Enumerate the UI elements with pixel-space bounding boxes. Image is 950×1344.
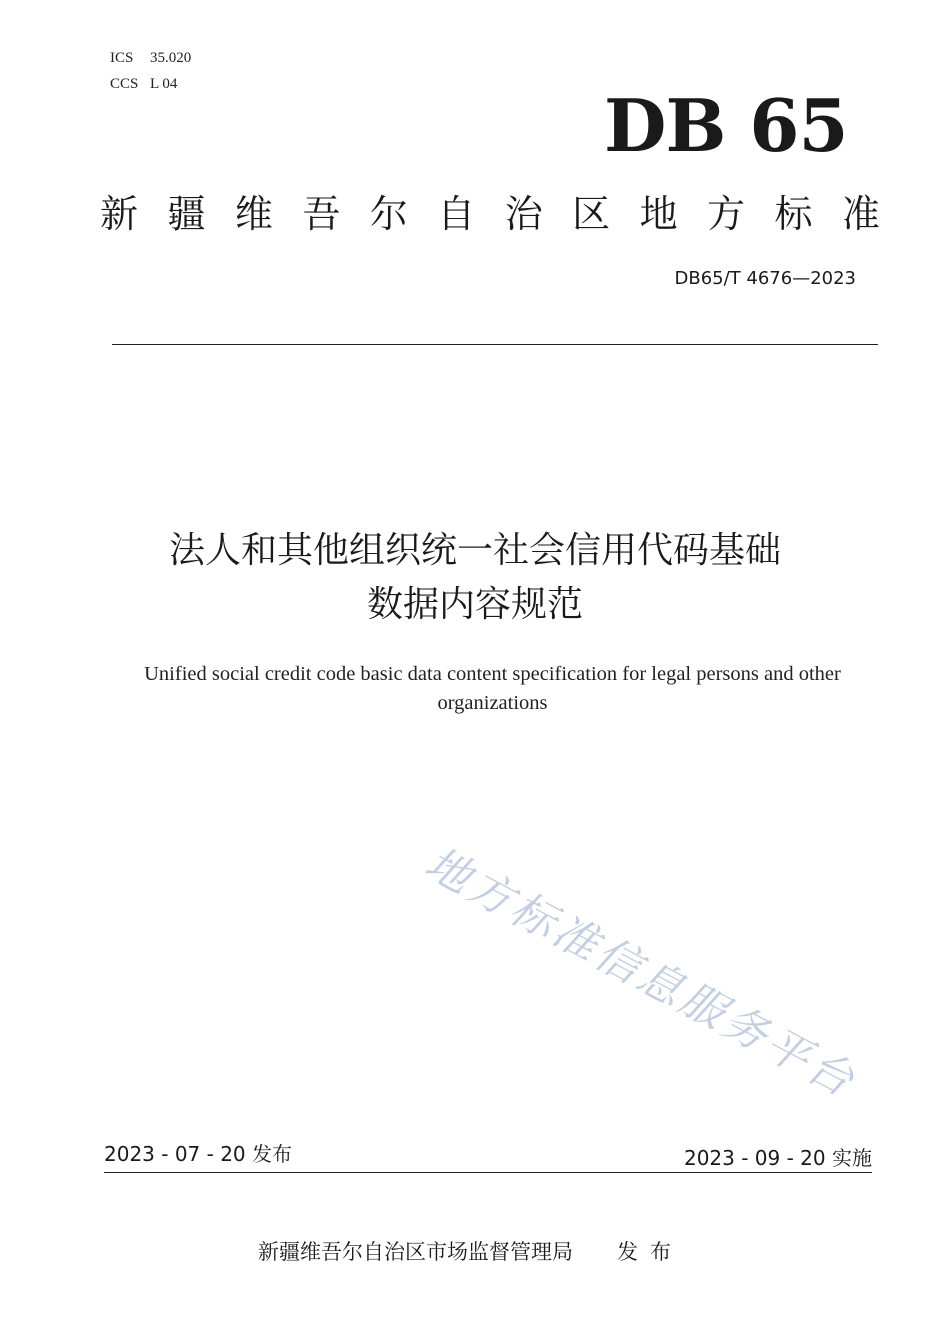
- standard-type-char: 新: [100, 192, 139, 236]
- issue-date: 2023 - 07 - 20 发布: [104, 1142, 293, 1166]
- standard-number: DB65/T 4676—2023: [674, 268, 856, 289]
- standard-type-char: 吾: [302, 192, 341, 236]
- standard-type-char: 自: [437, 192, 476, 236]
- standard-type-char: 方: [707, 192, 746, 236]
- standard-type-char: 地: [639, 192, 678, 236]
- standard-type-char: 区: [572, 192, 611, 236]
- ics-label: ICS: [110, 50, 134, 66]
- chinese-title-line-2: 数据内容规范: [366, 584, 583, 625]
- watermark-text: 地方标准信息服务平台: [416, 837, 865, 1109]
- english-title: Unified social credit code basic data content specification for legal persons and other organizations: [144, 663, 841, 714]
- chinese-title-line-1: 法人和其他组织统一社会信用代码基础: [168, 530, 781, 571]
- ics-code: [110, 50, 191, 67]
- chinese-title: [75, 524, 875, 632]
- db65-logo: DB 65: [604, 83, 848, 168]
- ccs-label: CCS: [110, 76, 139, 92]
- standard-type-char: 标: [774, 192, 813, 236]
- ccs-code: [110, 76, 177, 93]
- bottom-divider: [104, 1172, 872, 1173]
- standard-type-title: [100, 188, 880, 240]
- standard-type-char: 疆: [167, 192, 206, 236]
- issuer: [258, 1236, 683, 1266]
- implementation-date: 2023 - 09 - 20 实施: [683, 1146, 872, 1170]
- ics-value: 35.020: [150, 50, 192, 66]
- issuer-name: 新疆维吾尔自治区市场监督管理局: [258, 1240, 573, 1264]
- standard-type-char: 尔: [369, 192, 408, 236]
- standard-type-char: 维: [234, 192, 273, 236]
- top-divider: [112, 344, 878, 345]
- standard-type-char: 治: [504, 192, 543, 236]
- ccs-value: L 04: [150, 76, 178, 92]
- standard-type-char: 准: [841, 192, 880, 236]
- issuer-action: 发布: [617, 1240, 683, 1264]
